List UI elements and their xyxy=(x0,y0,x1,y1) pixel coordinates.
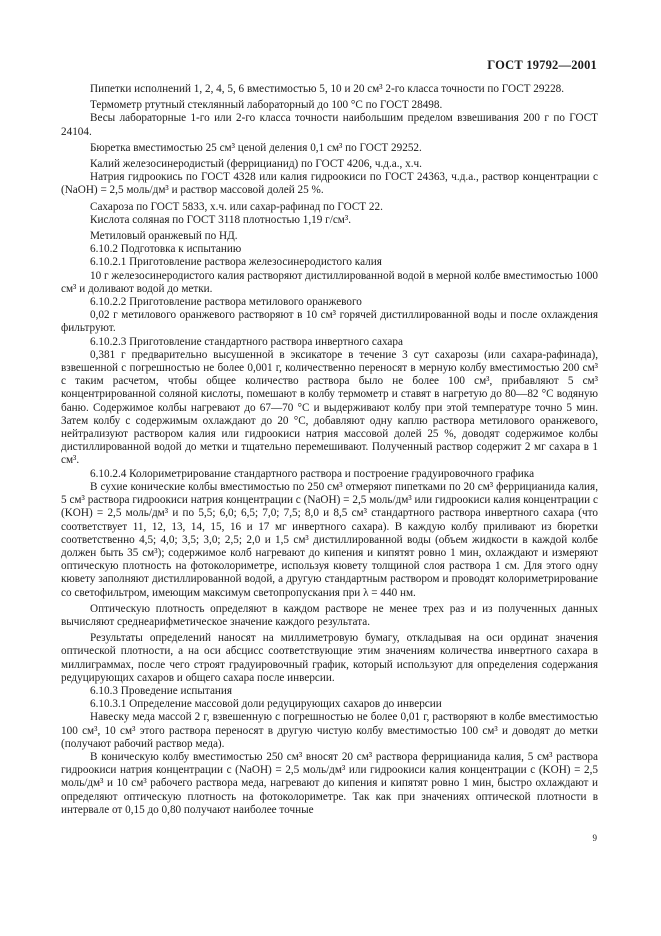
paragraph: Натрия гидроокись по ГОСТ 4328 или калия гидроокиси по ГОСТ 24363, ч.д.а., раствор концентрации c (NaOH) = 2,5 моль/дм³ и раствор массовой долей 25 %. xyxy=(61,171,598,197)
section-heading: 6.10.2.2 Приготовление раствора метилового оранжевого xyxy=(90,296,362,309)
paragraph: Весы лабораторные 1-го или 2-го класса точности наибольшим пределом взвешивания 200 г по ГОСТ 24104. xyxy=(61,112,598,138)
page-number: 9 xyxy=(592,833,597,843)
section-heading: 6.10.3 Проведение испытания xyxy=(90,684,233,697)
paragraph: 0,381 г предварительно высушенной в эксикаторе в течение 3 сут сахарозы (или сахара-рафинада), взвешенной с погрешностью не более 0,001 г, количественно переносят в мерную колбу вместимостью 200 см³ с таким расчетом, чтобы общее количество раствора было не более 100 см³, прибавляют 5 см³ концентрированной соляной кислоты, помешают в колбу термометр и ставят в нагретую до 80—82 °С водяную баню. Содержимое колбы нагревают до 67—70 °С и выдерживают колбу при этой температуре точно 5 мин. Затем колбу с содержимым охлаждают до 20 °С, добавляют одну каплю раствора метилового оранжевого, нейтрализуют раствором калия или гидроокиси натрия массовой долей 25 %, доводят содержимое колбы дистиллированной водой до метки и тщательно перемешивают. Полученный раствор содержит 2 мг сахара в 1 см³. xyxy=(61,348,598,467)
paragraph: 0,02 г метилового оранжевого растворяют в 10 см³ горячей дистиллированной воды и после охлаждения фильтруют. xyxy=(61,309,598,335)
section-heading: 6.10.2 Подготовка к испытанию xyxy=(90,243,242,256)
paragraph: В коническую колбу вместимостью 250 см³ вносят 20 см³ раствора феррицианида калия, 5 см³ раствора гидроокиси натрия концентрации c (NaOH) = 2,5 моль/дм³ или гидроокиси калия концентрации c (KOH) = 2,5 моль/дм³ и 10 см³ рабочего раствора меда, нагревают до кипения и кипятят ровно 1 мин, быстро охлаждают и определяют оптическую плотность на фотоколориметре. Так как при значениях оптической плотности в интервале от 0,15 до 0,80 получают наиболее точные xyxy=(61,750,598,816)
document-body xyxy=(61,83,598,817)
document-header: ГОСТ 19792—2001 xyxy=(487,58,597,72)
paragraph: В сухие конические колбы вместимостью по 250 см³ отмеряют пипетками по 20 см³ феррицианида калия, 5 см³ раствора гидроокиси натрия концентрации c (NaOH) = 2,5 моль/дм³ или гидроокиси калия концентрации c (KOH) = 2,5 моль/дм³ и по 5,5; 6,0; 6,5; 7,0; 7,5; 8,0 и 8,5 см³ стандартного раствора инвертного сахара (что соответствует 11, 12, 13, 14, 15, 16 и 17 мг инвертного сахара). В каждую колбу приливают из бюретки соответственно 4,5; 4,0; 3,5; 3,0; 2,5; 2,0 и 1,5 см³ дистиллированной воды (объем жидкости в каждой колбе должен быть 35 см³); содержимое колб нагревают до кипения и кипятят ровно 1 мин, охлаждают и измеряют оптическую плотность на фотоколориметре, используя кювету толщиной слоя раствора 1 см. Для этого одну кювету заполняют дистиллированной водой, а другую стандартным раствором и проводят колориметрирование со светофильтром, имеющим максимум светопропускания при λ = 440 нм. xyxy=(61,480,598,599)
paragraph: Результаты определений наносят на миллиметровую бумагу, откладывая на оси ординат значения оптической плотности, а на оси абсцисс соответствующие этим значениям количества инвертного сахара в миллиграммах, после чего строят градуировочный график, который используют для определения содержания редуцирующих сахаров и общего сахара после инверсии. xyxy=(61,632,598,684)
paragraph: 10 г железосинеродистого калия растворяют дистиллированной водой в мерной колбе вместимостью 1000 см³ и доливают водой до метки. xyxy=(61,269,598,295)
paragraph: Бюретка вместимостью 25 см³ ценой деления 0,1 см³ по ГОСТ 29252. xyxy=(90,141,422,154)
section-heading: 6.10.2.4 Колориметрирование стандартного раствора и построение градуировочного графика xyxy=(90,467,535,480)
paragraph: Калий железосинеродистый (феррицианид) по ГОСТ 4206, ч.д.а., х.ч. xyxy=(90,158,422,171)
paragraph: Навеску меда массой 2 г, взвешенную с погрешностью не более 0,01 г, растворяют в колбе вместимостью 100 см³, 10 см³ этого раствора переносят в другую чистую колбу вместимостью 100 см³ и доводят до метки (получают рабочий раствор меда). xyxy=(61,711,598,750)
paragraph: Метиловый оранжевый по НД. xyxy=(90,230,238,243)
paragraph: Кислота соляная по ГОСТ 3118 плотностью 1,19 г/см³. xyxy=(90,213,352,226)
paragraph: Сахароза по ГОСТ 5833, х.ч. или сахар-рафинад по ГОСТ 22. xyxy=(90,200,383,213)
section-heading: 6.10.3.1 Определение массовой доли редуцирующих сахаров до инверсии xyxy=(90,698,442,711)
section-heading: 6.10.2.1 Приготовление раствора железосинеродистого калия xyxy=(90,256,382,269)
paragraph: Оптическую плотность определяют в каждом растворе не менее трех раз и из полученных данных вычисляют среднеарифметическое значение каждого результата. xyxy=(61,602,598,628)
paragraph: Термометр ртутный стеклянный лабораторный до 100 °С по ГОСТ 28498. xyxy=(90,99,443,112)
paragraph: Пипетки исполнений 1, 2, 4, 5, 6 вместимостью 5, 10 и 20 см³ 2-го класса точности по ГОСТ 29228. xyxy=(90,83,565,95)
section-heading: 6.10.2.3 Приготовление стандартного раствора инвертного сахара xyxy=(90,335,403,348)
